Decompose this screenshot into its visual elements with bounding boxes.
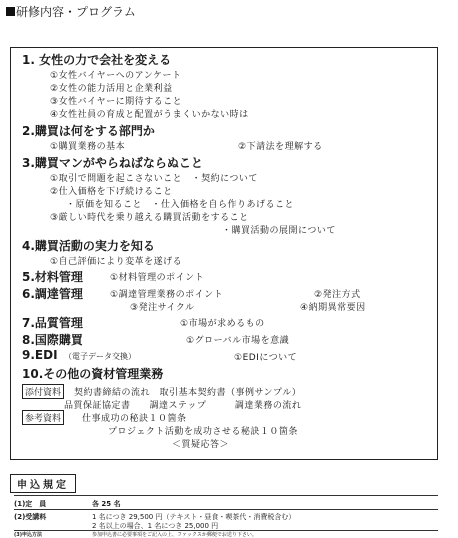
page-title: 研修内容・プログラム [6,3,136,20]
section-8-item: ①グローバル市場を意識 [186,336,290,346]
section-7-item: ①市場が求めるもの [180,319,265,329]
section-1-item: ③女性バイヤーに期待すること [50,97,183,107]
section-6-item: ②発注方式 [314,290,361,300]
divider [14,509,438,510]
attachment-label: 添付資料 [22,384,64,399]
section-4-item: ①自己評価により変革を遂げる [50,257,183,267]
section-6-item: ①調達管理業務のポイント [110,290,224,300]
application-value: 参加申込書に必要事項をご記入の上、ファックスか郵便でお送り下さい。 [92,532,257,538]
section-8-heading: 8.国際購買 [22,333,83,347]
reference-label: 参考資料 [22,410,64,425]
section-1-item: ④女性社員の育成と配置がうまくいかない時は [50,110,249,120]
section-6-item: ④納期異常要因 [300,303,366,313]
section-6-item: ③発注サイクル [130,303,195,313]
attachment-line: 契約書締結の流れ 取引基本契約書（事例サンプル） [74,388,302,398]
capacity-label: (1)定 員 [14,500,47,508]
section-6-heading: 6.調達管理 [22,287,83,301]
section-5-heading: 5.材料管理 [22,270,83,284]
divider [14,495,438,496]
qa-line: ＜質疑応答＞ [172,440,230,450]
section-3-item: ②仕入価格を下げ続けること [50,187,173,197]
section-3-item: ・購買活動の展開について [222,226,336,236]
section-4-heading: 4.購買活動の実力を知る [22,239,155,253]
fee-value: 1 名につき 29,500 円（テキスト・昼食・喫茶代・消費税含む） [92,513,296,521]
section-2-item: ②下請法を理解する [238,142,323,152]
reference-line: 仕事成功の秘訣１０箇条 [82,414,187,424]
square-bullet-icon [6,7,15,16]
section-9-heading: 9.EDI [22,348,58,362]
registration-title: 申込規定 [10,474,76,493]
section-3-item: ①取引で問題を起こさないこと ・契約について [50,174,258,184]
section-1-heading: 1. 女性の力で会社を変える [22,53,172,67]
fee-label: (2)受講料 [14,513,47,521]
section-2-heading: 2.購買は何をする部門か [22,124,155,138]
reference-line: プロジェクト活動を成功させる秘訣１０箇条 [108,427,298,437]
section-2-item: ①購買業務の基本 [50,142,126,152]
section-3-item: ・原価を知ること ・仕入価格を自ら作りあげること [66,200,295,210]
section-1-item: ①女性バイヤーへのアンケート [50,71,182,81]
section-3-item: ③厳しい時代を乗り越える購買活動をすること [50,213,249,223]
attachment-line: 品質保証協定書 調達ステップ 調達業務の流れ [64,401,302,411]
section-9-subtitle: （電子データ交換） [64,352,136,361]
section-5-item: ①材料管理のポイント [110,273,205,283]
section-3-heading: 3.購買マンがやらねばならぬこと [22,156,203,170]
section-10-heading: 10.その他の資材管理業務 [22,367,164,381]
section-9-item: ①EDIについて [234,353,298,363]
section-1-item: ②女性の能力活用と企業利益 [50,84,173,94]
section-7-heading: 7.品質管理 [22,316,83,330]
capacity-value: 各 25 名 [92,500,121,508]
application-label: (3)申込方法 [14,532,43,538]
fee-value: 2 名以上の場合、1 名につき 25,000 円 [92,522,219,530]
